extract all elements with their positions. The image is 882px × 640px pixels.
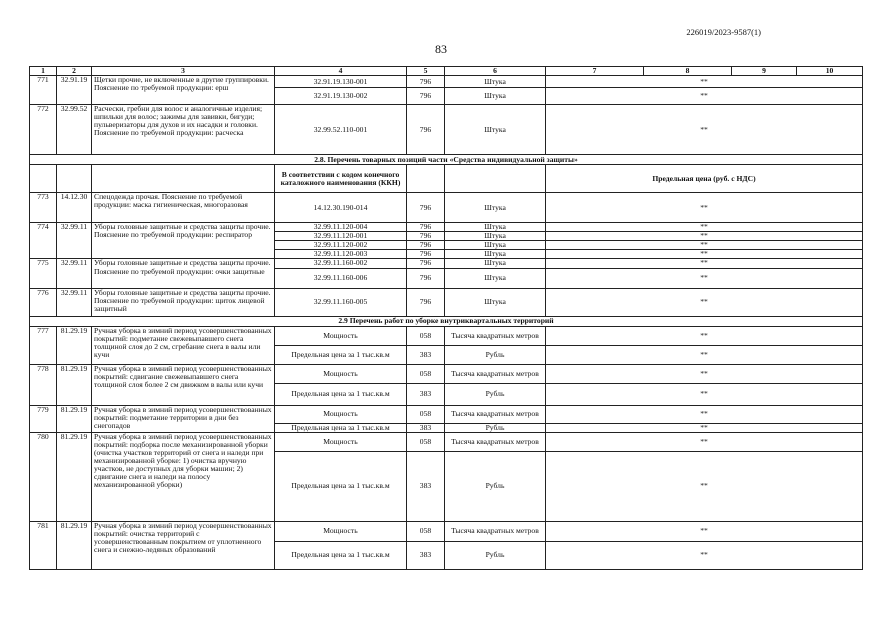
unit-name: Тысяча квадратных метров [445, 364, 546, 383]
okpd-code: 81.29.19 [57, 521, 92, 569]
section-title: 2.8. Перечень товарных позиций части «Средства индивидуальной защиты» [30, 155, 863, 165]
procurement-table [29, 66, 863, 570]
okpd-code: 81.29.19 [57, 364, 92, 405]
price-value: ** [546, 405, 863, 423]
okei-code: 796 [407, 193, 445, 223]
okei-code: 383 [407, 451, 445, 521]
col-header-9: 9 [732, 67, 797, 76]
price-value: ** [546, 345, 863, 364]
column-number-row [30, 67, 863, 76]
col-header-2: 2 [57, 67, 92, 76]
unit-name: Штука [445, 105, 546, 155]
table-row [30, 364, 863, 383]
unit-name: Штука [445, 232, 546, 241]
okei-code: 796 [407, 105, 445, 155]
table-row [30, 288, 863, 316]
okei-code: 796 [407, 259, 445, 268]
okei-code: 796 [407, 241, 445, 250]
okpd-code: 32.99.52 [57, 105, 92, 155]
row-number: 774 [30, 223, 57, 259]
unit-name: Штука [445, 259, 546, 268]
table-row [30, 521, 863, 541]
okei-code: 383 [407, 541, 445, 569]
section-title: 2.9 Перечень работ по уборке внутриквартальных территорий [30, 316, 863, 326]
price-value: ** [546, 241, 863, 250]
param-name: Мощность [275, 432, 407, 451]
row-number: 772 [30, 105, 57, 155]
param-name: Мощность [275, 364, 407, 383]
row-number: 773 [30, 193, 57, 223]
ktru-code: 32.99.52.110-001 [275, 105, 407, 155]
item-name: Спецодежда прочая. Пояснение по требуемой продукции: маска гигиеническая, многоразовая [92, 193, 275, 223]
item-name: Уборы головные защитные и средства защиты прочие. Пояснение по требуемой продукции: очки защитные [92, 259, 275, 288]
item-name: Ручная уборка в зимний период усовершенствованных покрытий: очистка территорий с усовершенствованным покрытием от уплотненного снега и снежно-ледяных образований [92, 521, 275, 569]
ktru-code: 32.99.11.160-006 [275, 268, 407, 288]
price-value: ** [546, 451, 863, 521]
ktru-code: 32.99.11.160-002 [275, 259, 407, 268]
unit-name: Штука [445, 241, 546, 250]
price-value: ** [546, 326, 863, 345]
page-number: 83 [435, 42, 447, 56]
price-value: ** [546, 193, 863, 223]
price-value: ** [546, 268, 863, 288]
item-name: Уборы головные защитные и средства защиты прочие. Пояснение по требуемой продукции: щиток лицевой защитный [92, 288, 275, 316]
unit-name: Штука [445, 250, 546, 259]
okei-code: 383 [407, 383, 445, 405]
item-name: Ручная уборка в зимний период усовершенствованных покрытий: сдвигание свежевыпавшего снега толщиной слоя более 2 см движком в валы или кучи [92, 364, 275, 405]
col-header-5: 5 [407, 67, 445, 76]
price-value: ** [546, 521, 863, 541]
unit-name: Штука [445, 76, 546, 88]
ktru-code: 32.99.11.120-001 [275, 232, 407, 241]
price-value: ** [546, 223, 863, 232]
param-name: Предельная цена за 1 тыс.кв.м [275, 451, 407, 521]
row-number: 777 [30, 326, 57, 364]
unit-name: Рубль [445, 423, 546, 432]
col-header-3: 3 [92, 67, 275, 76]
table-row [30, 326, 863, 345]
unit-name: Штука [445, 268, 546, 288]
row-number: 778 [30, 364, 57, 405]
okei-code: 058 [407, 326, 445, 345]
ktru-header: В соответствии с кодом конечного каталожного наименования (ККН) [275, 165, 407, 193]
param-name: Предельная цена за 1 тыс.кв.м [275, 423, 407, 432]
table-row [30, 432, 863, 451]
ktru-code: 32.99.11.120-004 [275, 223, 407, 232]
unit-name: Штука [445, 223, 546, 232]
okpd-code: 32.91.19 [57, 76, 92, 105]
row-number: 779 [30, 405, 57, 432]
okei-code: 796 [407, 288, 445, 316]
okei-code: 058 [407, 405, 445, 423]
table-row [30, 193, 863, 223]
param-name: Мощность [275, 521, 407, 541]
section-row [30, 316, 863, 326]
col-header-7: 7 [546, 67, 644, 76]
col-header-1: 1 [30, 67, 57, 76]
unit-name: Штука [445, 193, 546, 223]
okpd-code: 81.29.19 [57, 432, 92, 521]
item-name: Ручная уборка в зимний период усовершенствованных покрытий: подборка после механизированной уборки (очистка участков территорий от снега и наледи при механизированной уборке: 1) очистка вручную участков, не доступных для уборки машин; 2) сдвигание снега и наледи на полосу механизированной уборки) [92, 432, 275, 521]
okpd-code: 32.99.11 [57, 259, 92, 288]
price-value: ** [546, 383, 863, 405]
unit-name: Тысяча квадратных метров [445, 405, 546, 423]
table-row [30, 105, 863, 155]
price-value: ** [546, 105, 863, 155]
table-row [30, 223, 863, 232]
unit-name: Тысяча квадратных метров [445, 432, 546, 451]
okei-code: 058 [407, 521, 445, 541]
item-name: Уборы головные защитные и средства защиты прочие. Пояснение по требуемой продукции: респиратор [92, 223, 275, 259]
price-value: ** [546, 288, 863, 316]
item-name: Расчески, гребни для волос и аналогичные изделия; шпильки для волос; зажимы для завивки, бигуди; пульверизаторы для духов и их насадки и головки. Пояснение по требуемой продукции: расческа [92, 105, 275, 155]
subheader-row [30, 165, 863, 193]
row-number: 776 [30, 288, 57, 316]
item-name: Щетки прочие, не включенные в другие группировки. Пояснение по требуемой продукции: ерш [92, 76, 275, 105]
param-name: Предельная цена за 1 тыс.кв.м [275, 345, 407, 364]
unit-name: Штука [445, 288, 546, 316]
col-header-10: 10 [797, 67, 863, 76]
row-number: 780 [30, 432, 57, 521]
param-name: Предельная цена за 1 тыс.кв.м [275, 383, 407, 405]
row-number: 771 [30, 76, 57, 105]
col-header-8: 8 [644, 67, 732, 76]
okei-code: 796 [407, 76, 445, 88]
ktru-code: 32.91.19.130-002 [275, 88, 407, 105]
item-name: Ручная уборка в зимний период усовершенствованных покрытий: подметание свежевыпавшего снега толщиной слоя до 2 см, сгребание снега в валы или кучи [92, 326, 275, 364]
ktru-code: 32.99.11.120-002 [275, 241, 407, 250]
table-row [30, 405, 863, 423]
okpd-code: 14.12.30 [57, 193, 92, 223]
col-header-4: 4 [275, 67, 407, 76]
price-value: ** [546, 259, 863, 268]
ktru-code: 14.12.30.190-014 [275, 193, 407, 223]
table-row [30, 259, 863, 268]
price-header: Предельная цена (руб. с НДС) [546, 165, 863, 193]
okei-code: 796 [407, 232, 445, 241]
price-value: ** [546, 250, 863, 259]
col-header-6: 6 [445, 67, 546, 76]
ktru-code: 32.99.11.120-003 [275, 250, 407, 259]
unit-name: Рубль [445, 451, 546, 521]
okei-code: 796 [407, 88, 445, 105]
unit-name: Тысяча квадратных метров [445, 521, 546, 541]
table-row [30, 76, 863, 88]
price-value: ** [546, 88, 863, 105]
okpd-code: 81.29.19 [57, 405, 92, 432]
section-row [30, 155, 863, 165]
param-name: Мощность [275, 405, 407, 423]
price-value: ** [546, 232, 863, 241]
unit-name: Штука [445, 88, 546, 105]
okei-code: 058 [407, 364, 445, 383]
okei-code: 796 [407, 223, 445, 232]
okei-code: 383 [407, 423, 445, 432]
okpd-code: 32.99.11 [57, 288, 92, 316]
unit-name: Рубль [445, 541, 546, 569]
okei-code: 796 [407, 268, 445, 288]
param-name: Мощность [275, 326, 407, 345]
unit-name: Рубль [445, 345, 546, 364]
unit-name: Рубль [445, 383, 546, 405]
param-name: Предельная цена за 1 тыс.кв.м [275, 541, 407, 569]
row-number: 781 [30, 521, 57, 569]
okei-code: 796 [407, 250, 445, 259]
unit-name: Тысяча квадратных метров [445, 326, 546, 345]
price-value: ** [546, 76, 863, 88]
item-name: Ручная уборка в зимний период усовершенствованных покрытий: подметание территории в дни без снегопадов [92, 405, 275, 432]
okei-code: 383 [407, 345, 445, 364]
price-value: ** [546, 541, 863, 569]
document-id: 226019/2023-9587(1) [686, 27, 761, 37]
okpd-code: 32.99.11 [57, 223, 92, 259]
price-value: ** [546, 423, 863, 432]
price-value: ** [546, 364, 863, 383]
okpd-code: 81.29.19 [57, 326, 92, 364]
row-number: 775 [30, 259, 57, 288]
okei-code: 058 [407, 432, 445, 451]
ktru-code: 32.91.19.130-001 [275, 76, 407, 88]
price-value: ** [546, 432, 863, 451]
ktru-code: 32.99.11.160-005 [275, 288, 407, 316]
